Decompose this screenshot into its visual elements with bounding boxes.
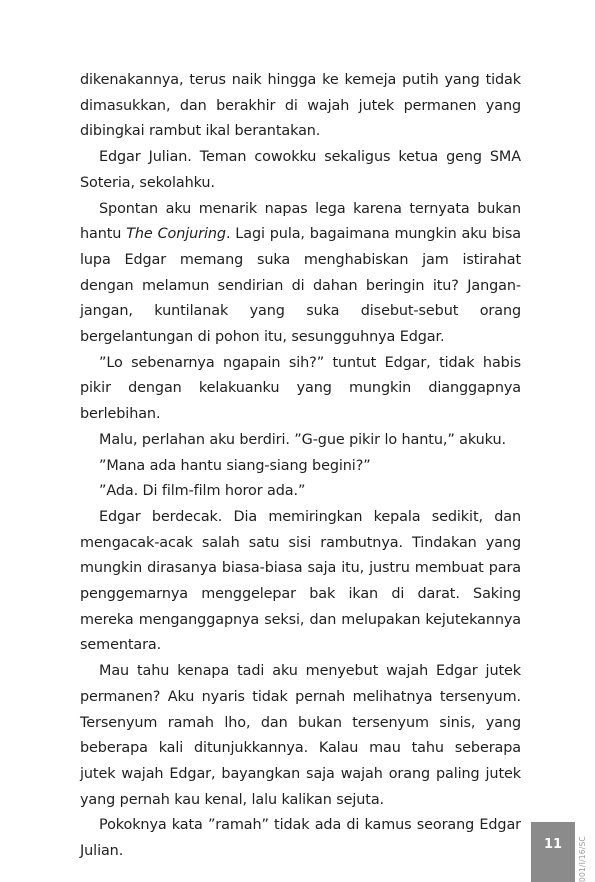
paragraph-3-text-before: Spontan aku menarik napas lega karena ternyata bukan hantu [80, 200, 521, 243]
side-code: 001/I/16/SC [578, 836, 587, 882]
paragraph-2: Edgar Julian. Teman cowokku sekaligus ketua geng SMA Soteria, sekolahku. [80, 149, 521, 191]
paragraph-3 [80, 197, 521, 351]
paragraph-1: dikenakannya, terus naik hingga ke kemeja putih yang tidak dimasukkan, dan berakhir di wajah jutek permanen yang dibingkai rambut ikal berantakan. [80, 72, 521, 140]
film-title: The Conjuring [126, 226, 226, 243]
paragraph-10: Pokoknya kata ”ramah” tidak ada di kamus seorang Edgar Julian. [80, 817, 521, 860]
paragraph-7: ”Ada. Di film-film horor ada.” [99, 483, 306, 500]
paragraph-5: Malu, perlahan aku berdiri. ”G-gue pikir lo hantu,” akuku. [99, 431, 506, 448]
paragraph-8: Edgar berdecak. Dia memiringkan kepala sedikit, dan mengacak-acak salah satu sisi rambutnya. Tindakan yang mungkin dirasanya biasa-biasa saja itu, justru membuat para penggemarnya menggelepar bak ikan di darat. Saking mereka menganggapnya seksi, dan melupakan kejutekannya sementara. [80, 508, 521, 654]
paragraph-4: ”Lo sebenarnya ngapain sih?” tuntut Edgar, tidak habis pikir dengan kelakuanku yang mungkin dianggapnya berlebihan. [80, 354, 521, 423]
page-number-tab [531, 822, 575, 882]
paragraph-6: ”Mana ada hantu siang-siang begini?” [99, 457, 371, 474]
paragraph-3-text-after: . Lagi pula, bagaimana mungkin aku bisa lupa Edgar memang suka menghabiskan jam istirahat dengan melamun sendirian di dahan beringin itu? Jangan-jangan, kuntilanak yang suka disebut-sebut orang bergelantungan di pohon itu, sesungguhnya Edgar. [80, 226, 521, 346]
page-number: 11 [543, 837, 563, 852]
paragraph-9: Mau tahu kenapa tadi aku menyebut wajah Edgar jutek permanen? Aku nyaris tidak pernah melihatnya tersenyum. Tersenyum ramah lho, dan bukan tersenyum sinis, yang beberapa kali ditunjukkannya. Kalau mau tahu seberapa jutek wajah Edgar, bayangkan saja wajah orang paling jutek yang pernah kau kenal, lalu kalikan sejuta. [80, 663, 521, 808]
body-text [80, 68, 521, 865]
